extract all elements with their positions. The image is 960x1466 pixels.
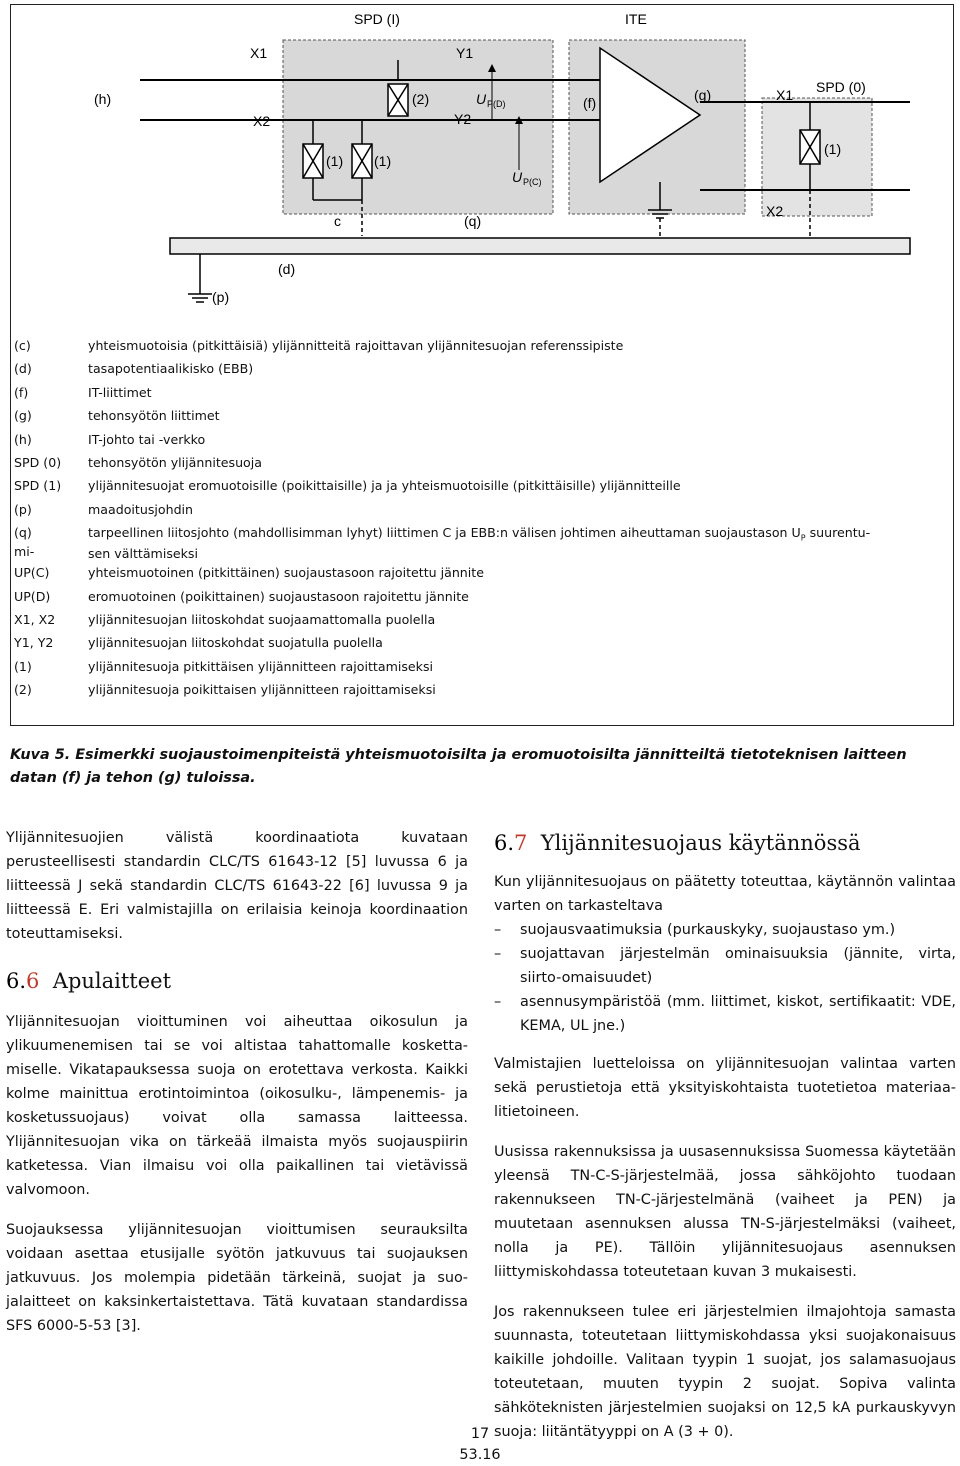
label-p: (p) bbox=[212, 289, 230, 305]
label-ite: ITE bbox=[625, 11, 647, 27]
label-f: (f) bbox=[583, 95, 597, 111]
label-up-d-sub: P(D) bbox=[487, 99, 506, 109]
label-spd-i: SPD (I) bbox=[354, 11, 400, 27]
label-1-b: (1) bbox=[374, 153, 392, 169]
legend-row: (h) IT-johto tai -verkko bbox=[14, 431, 206, 447]
section-heading: 6.6 Apulaitteet bbox=[6, 969, 172, 993]
paragraph: Uusissa rakennuksissa ja uusasennuksissa Suomessa käytetään yleensä TN-C-S-järjestelmää, jossa sähköjohto tuodaan rakennukseen TN-C-järjestelmänä (vaiheet ja PEN) ja muutetaan asennuksen alussa TN-S-järjestelmäksi (vaiheet, nolla ja PE). Tällöin ylijännitesuojaus asennuksen liittymiskohdassa toteutetaan kuvan 3 mukaisesti. bbox=[494, 1144, 956, 1280]
equipotential-bar bbox=[170, 238, 910, 254]
label-2: (2) bbox=[412, 91, 430, 107]
spd-i-box bbox=[283, 40, 553, 214]
paragraph: Suojauksessa ylijännitesuojan vioittumisen seurauksilta voidaan asettaa etusijalle syötön jatkuvuus tai suojauksen jatkuvuus. Jos molempia pidetään tärkeinä, suojat ja suojalaitteet on kaksinkertaistettava. Tätä kuvataan standardissa SFS 6000-5-53 [3]. bbox=[6, 1222, 468, 1334]
label-x2-left: X2 bbox=[253, 113, 271, 129]
paragraph: Valmistajien luetteloissa on ylijännitesuojan valintaa varten sekä perustietoja että yksityiskohtaista tuotetietoa materiaalitietoineen. bbox=[494, 1056, 956, 1120]
right-column bbox=[494, 828, 956, 1444]
label-up-d: U bbox=[476, 91, 487, 107]
legend-row: SPD (0) tehonsyötön ylijännitesuoja bbox=[14, 454, 262, 470]
label-x1-top: X1 bbox=[250, 45, 268, 61]
legend-row: (2) ylijännitesuoja poikittaisen ylijännitteen rajoittamiseksi bbox=[14, 682, 436, 698]
label-d: (d) bbox=[278, 261, 296, 277]
list-item: – suojausvaatimuksia (purkauskyky, suojaustaso ym.) bbox=[494, 918, 956, 942]
legend-row: UP(C) yhteismuotoinen (pitkittäinen) suojaustasoon rajoitettu jännite bbox=[14, 565, 484, 581]
section-heading: 6.7 Ylijännitesuojaus käytännössä bbox=[494, 831, 861, 855]
legend-row: (d) tasapotentiaalikisko (EBB) bbox=[14, 361, 254, 377]
legend-row: X1, X2 ylijännitesuojan liitoskohdat suojaamattomalla puolella bbox=[14, 611, 436, 627]
label-up-c: U bbox=[512, 169, 523, 185]
legend-row: (q) tarpeellinen liitosjohto (mahdollisimman lyhyt) liittimen C ja EBB:n välisen johtimen aiheuttaman suojaustason $U_P$ suurentu- mi- sen välttämiseksi bbox=[14, 525, 871, 562]
legend-row: SPD (1) ylijännitesuojat eromuotoisille (poikittaisille) ja ja yhteismuotoisille (pitkittäisille) ylijännitteille bbox=[14, 478, 681, 494]
legend-row: Y1, Y2 ylijännitesuojan liitoskohdat suojatulla puolella bbox=[14, 635, 383, 651]
list-item: – asennusympäristöä (mm. liittimet, kiskot, sertifikaatit: VDE, KEMA, UL jne.) bbox=[494, 990, 956, 1038]
label-x1-right: X1 bbox=[776, 87, 794, 103]
label-spd-0: SPD (0) bbox=[816, 79, 866, 95]
paragraph: Ylijännitesuojien välistä koordinaatiota kuvataan perusteellisesti standardin CLC/TS 61643-12 [5] luvussa 6 ja liitteessä J sekä standardin CLC/TS 61643-22 [6] luvussa 9 ja liitteessä E. Eri valmistajilla on erilaisia keinoja koordinaation toteuttamiseksi. bbox=[6, 830, 468, 942]
circuit-diagram bbox=[0, 0, 960, 330]
legend-row: (c) yhteismuotoisia (pitkittäisiä) ylijännitteitä rajoittavan ylijännitesuojan referenssipiste bbox=[14, 338, 624, 353]
label-up-c-sub: P(C) bbox=[523, 177, 542, 187]
paragraph: Kun ylijännitesuojaus on päätetty toteuttaa, käytännön valintaa varten on tarkasteltava bbox=[494, 874, 956, 914]
earth-symbol bbox=[188, 254, 212, 302]
label-y2: Y2 bbox=[454, 111, 472, 127]
label-y1: Y1 bbox=[456, 45, 474, 61]
legend-row: UP(D) eromuotoinen (poikittainen) suojaustasoon rajoitettu jännite bbox=[14, 588, 469, 604]
legend-row: (g) tehonsyötön liittimet bbox=[14, 408, 220, 424]
label-1-c: (1) bbox=[824, 141, 842, 157]
legend-row: (f) IT-liittimet bbox=[14, 384, 152, 400]
label-h: (h) bbox=[94, 91, 112, 107]
left-column bbox=[6, 826, 468, 1338]
label-1-a: (1) bbox=[326, 153, 344, 169]
list-item: – suojattavan järjestelmän ominaisuuksia (jännite, virta, siirto-omaisuudet) bbox=[494, 942, 956, 990]
label-x2-right: X2 bbox=[766, 203, 784, 219]
label-q: (q) bbox=[464, 213, 482, 229]
paragraph: Ylijännitesuojan vioittuminen voi aiheuttaa oikosulun ja ylikuumenemisen tai se voi altistaa tahattomalle koskettamiselle. Vikatapauksessa suoja on erotettava verkosta. Kaikki kolme mainittua erotintoimintoa (oikosulku-, lämpenemis- ja kosketussuojaus) voivat olla samassa laitteessa. Ylijännitesuojan vika on tärkeää ilmaista myös suojauspiirin katketessa. Vian ilmaisu voi olla paikallinen tai vietävissä valvomoon. bbox=[6, 1014, 468, 1198]
label-c: c bbox=[334, 213, 341, 229]
label-g: (g) bbox=[694, 87, 712, 103]
page-number: 17 53.16 bbox=[459, 1426, 501, 1463]
requirements-list bbox=[494, 918, 956, 1038]
paragraph: Jos rakennukseen tulee eri järjestelmien ilmajohtoja samasta suunnasta, toteutetaan liittymiskohdassa yksi suojakonaisuus kaikille johdoille. Valitaan tyypin 1 suojat, jos salamasuojaus toteutetaan, muuten tyypin 2 suojat. Sopiva valinta sähköteknisten järjestelmien suojaksi on 12,5 kA purkauskyvyn suoja: liitäntätyyppi on A (3 + 0). bbox=[494, 1304, 956, 1440]
figure-caption: Kuva 5. Esimerkki suojaustoimenpiteistä yhteismuotoisilta ja eromuotoisilta jännitteiltä tietoteknisen laitteen datan (f) ja tehon (g) tuloissa. bbox=[10, 747, 907, 786]
legend-row: (1) ylijännitesuoja pitkittäisen ylijännitteen rajoittamiseksi bbox=[14, 658, 433, 674]
legend-row: (p) maadoitusjohdin bbox=[14, 501, 194, 517]
legend bbox=[14, 334, 934, 701]
